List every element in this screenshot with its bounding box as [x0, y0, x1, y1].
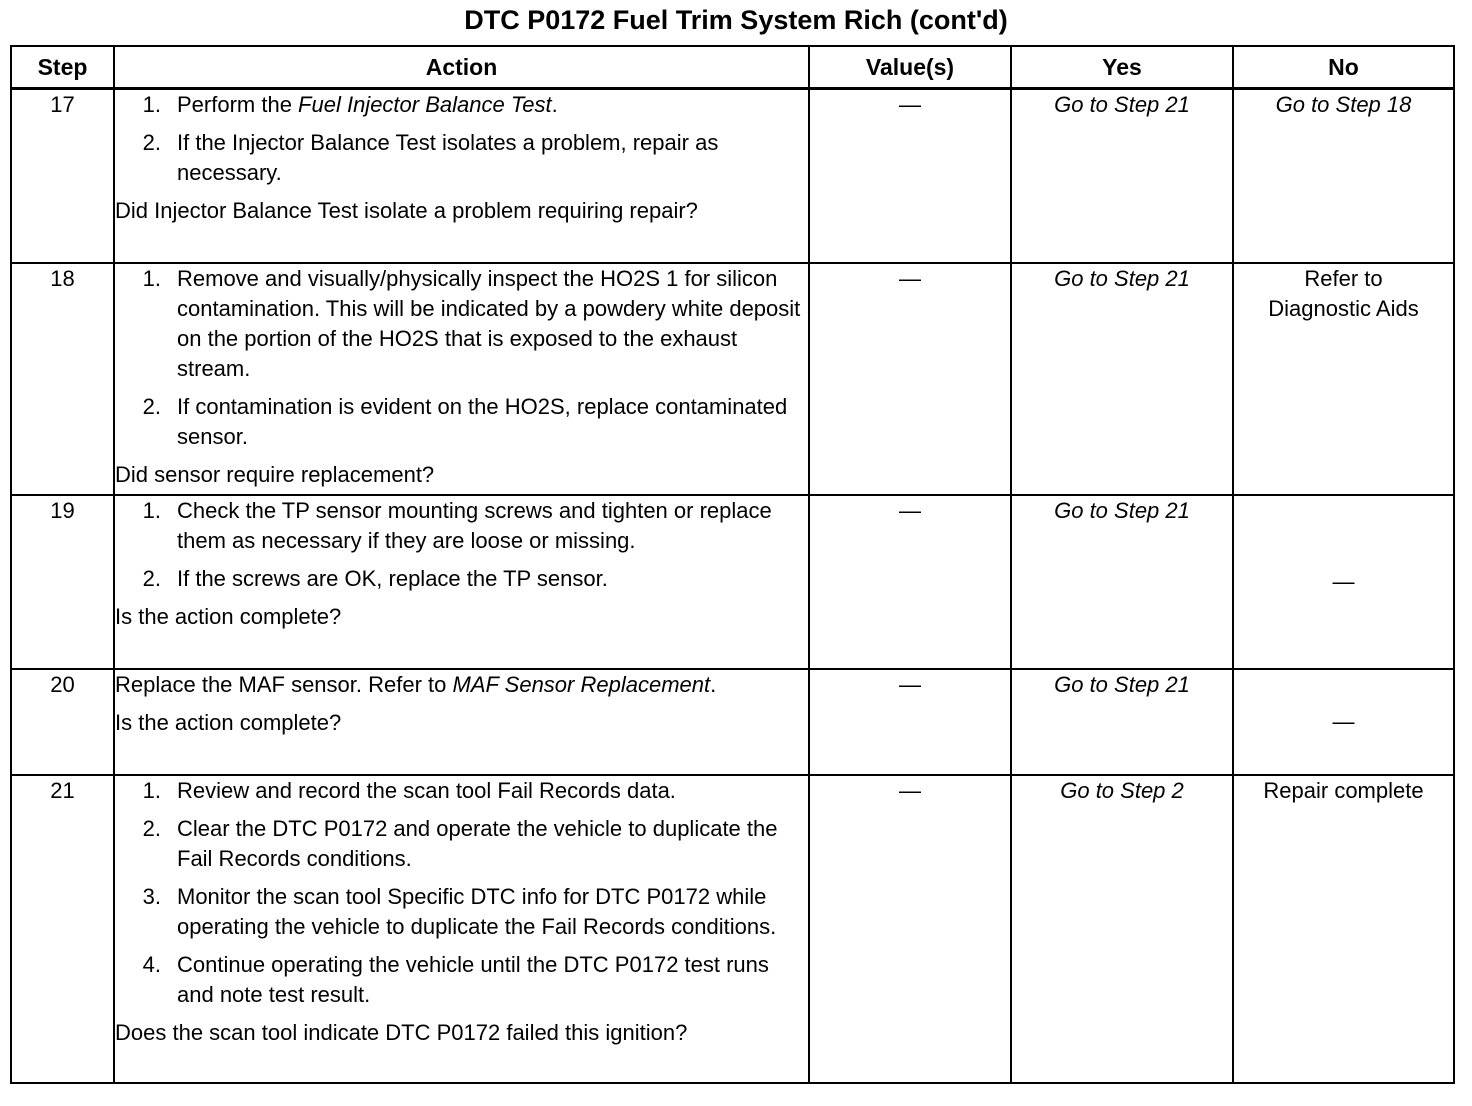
action-list	[115, 496, 808, 594]
yes-cell	[1011, 495, 1233, 669]
column-header-no: No	[1233, 46, 1454, 89]
no-cell: —	[1233, 495, 1454, 669]
no-cell: —	[1233, 669, 1454, 775]
item-number: 1.	[142, 92, 161, 117]
item-number: 2.	[142, 130, 161, 155]
action-item	[115, 496, 808, 556]
action-question: Does the scan tool indicate DTC P0172 failed this ignition?	[115, 1020, 688, 1045]
action-item	[115, 128, 808, 188]
item-text: Clear the DTC P0172 and operate the vehicle to duplicate the Fail Records conditions.	[177, 816, 778, 871]
value-cell: —	[809, 495, 1011, 669]
table-row	[11, 263, 1454, 495]
action-text	[115, 670, 808, 700]
item-number: 1.	[142, 778, 161, 803]
action-question: Is the action complete?	[115, 710, 342, 735]
step-number: 20	[11, 669, 114, 775]
action-cell	[114, 495, 809, 669]
action-item	[115, 564, 808, 594]
action-text-end: .	[710, 672, 717, 697]
item-text: Review and record the scan tool Fail Records data.	[177, 778, 676, 803]
header-row	[11, 46, 1454, 89]
action-list	[115, 776, 808, 1010]
action-list	[115, 90, 808, 188]
step-number: 21	[11, 775, 114, 1083]
yes-cell	[1011, 669, 1233, 775]
action-question: Is the action complete?	[115, 604, 342, 629]
no-text-line: Refer to	[1304, 266, 1383, 291]
step-number: 17	[11, 89, 114, 264]
table-row	[11, 775, 1454, 1083]
test-name: Fuel Injector Balance Test	[298, 92, 552, 117]
action-item	[115, 392, 808, 452]
action-item	[115, 882, 808, 942]
column-header-action: Action	[114, 46, 809, 89]
item-text: If contamination is evident on the HO2S, replace contaminated sensor.	[177, 394, 788, 449]
value-cell: —	[809, 89, 1011, 264]
action-item	[115, 90, 808, 120]
step-number: 19	[11, 495, 114, 669]
procedure-reference: MAF Sensor Replacement	[452, 672, 711, 697]
yes-link: Go to Step 21	[1054, 266, 1190, 291]
action-cell	[114, 89, 809, 264]
action-item	[115, 950, 808, 1010]
action-cell	[114, 775, 809, 1083]
action-cell	[114, 263, 809, 495]
value-cell: —	[809, 263, 1011, 495]
table-row	[11, 669, 1454, 775]
value-cell: —	[809, 775, 1011, 1083]
item-text-lead: Perform the	[177, 92, 299, 117]
item-number: 2.	[142, 394, 161, 419]
no-cell	[1233, 263, 1454, 495]
item-text: Monitor the scan tool Specific DTC info for DTC P0172 while operating the vehicle to duplicate the Fail Records conditions.	[177, 884, 777, 939]
item-text-end: .	[551, 92, 558, 117]
action-text-lead: Replace the MAF sensor. Refer to	[115, 672, 453, 697]
yes-link: Go to Step 21	[1054, 498, 1190, 523]
yes-cell	[1011, 263, 1233, 495]
item-text	[177, 90, 808, 120]
item-text: If the Injector Balance Test isolates a problem, repair as necessary.	[177, 130, 719, 185]
column-header-values: Value(s)	[809, 46, 1011, 89]
action-question: Did Injector Balance Test isolate a problem requiring repair?	[115, 198, 698, 223]
item-number: 2.	[142, 566, 161, 591]
action-question: Did sensor require replacement?	[115, 462, 435, 487]
diagnostic-table	[10, 45, 1455, 1084]
action-list	[115, 264, 808, 452]
no-cell	[1233, 89, 1454, 264]
column-header-step: Step	[11, 46, 114, 89]
no-link: Go to Step 18	[1275, 92, 1412, 117]
item-number: 1.	[142, 498, 161, 523]
yes-link: Go to Step 21	[1054, 672, 1190, 697]
yes-cell	[1011, 89, 1233, 264]
step-number: 18	[11, 263, 114, 495]
no-cell: Repair complete	[1233, 775, 1454, 1083]
item-number: 4.	[142, 952, 161, 977]
yes-link: Go to Step 2	[1060, 778, 1184, 803]
item-text: Check the TP sensor mounting screws and tighten or replace them as necessary if they are loose or missing.	[177, 498, 772, 553]
item-text: Remove and visually/physically inspect the HO2S 1 for silicon contamination. This will be indicated by a powdery white deposit on the portion of the HO2S that is exposed to the exhaust stream.	[177, 266, 801, 381]
table-row	[11, 495, 1454, 669]
item-number: 1.	[142, 266, 161, 291]
column-header-yes: Yes	[1011, 46, 1233, 89]
yes-cell	[1011, 775, 1233, 1083]
item-number: 3.	[142, 884, 161, 909]
no-text-line: Diagnostic Aids	[1268, 296, 1419, 321]
action-cell	[114, 669, 809, 775]
page-title: DTC P0172 Fuel Trim System Rich (cont'd)	[464, 5, 1008, 35]
action-item	[115, 776, 808, 806]
table-row	[11, 89, 1454, 264]
item-text: Continue operating the vehicle until the DTC P0172 test runs and note test result.	[177, 952, 769, 1007]
action-item	[115, 814, 808, 874]
value-cell: —	[809, 669, 1011, 775]
action-item	[115, 264, 808, 384]
yes-link: Go to Step 21	[1054, 92, 1190, 117]
item-number: 2.	[142, 816, 161, 841]
item-text: If the screws are OK, replace the TP sensor.	[177, 566, 608, 591]
